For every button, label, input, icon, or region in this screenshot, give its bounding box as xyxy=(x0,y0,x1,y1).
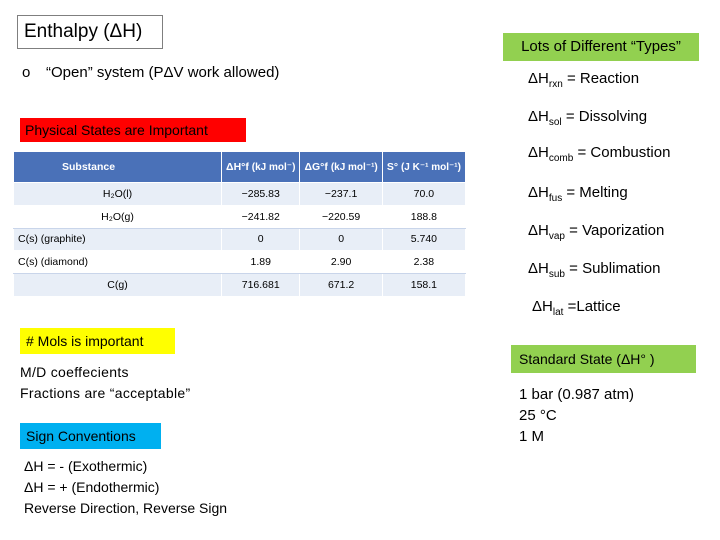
table-cell: C(s) (graphite) xyxy=(14,228,222,251)
table-row xyxy=(14,274,466,297)
sign-line: ΔH = + (Endothermic) xyxy=(24,479,160,495)
table-cell: −241.82 xyxy=(222,205,300,228)
bullet-text: “Open” system (PΔV work allowed) xyxy=(46,64,280,81)
bullet-marker: o xyxy=(22,64,31,81)
table-row xyxy=(14,205,466,228)
mols-notes xyxy=(20,362,190,404)
table-cell: 2.90 xyxy=(300,251,382,274)
table-cell: H₂O(g) xyxy=(14,205,222,228)
table-cell: 0 xyxy=(300,228,382,251)
table-cell: 0 xyxy=(222,228,300,251)
page-title: Enthalpy (ΔH) xyxy=(17,15,163,49)
table-cell: −237.1 xyxy=(300,183,382,206)
table-cell: −220.59 xyxy=(300,205,382,228)
thermo-table xyxy=(13,151,466,297)
physical-states-label: Physical States are Important xyxy=(20,118,246,142)
reaction-type-item: $\Delta H_{lat}$ =Lattice xyxy=(532,298,621,318)
standard-state-line: 1 M xyxy=(519,428,545,445)
sign-line: ΔH = - (Exothermic) xyxy=(24,458,148,474)
header-gibbs: ΔG°f (kJ mol⁻¹) xyxy=(300,152,382,183)
table-cell: 70.0 xyxy=(382,183,465,206)
table-header-row xyxy=(14,152,466,183)
standard-state-line: 25 °C xyxy=(519,407,557,424)
mols-line: Fractions are “acceptable” xyxy=(20,385,191,401)
header-substance: Substance xyxy=(14,152,222,183)
reaction-type-item: $\Delta H_{vap}$ = Vaporization xyxy=(528,222,665,242)
table-row xyxy=(14,228,466,251)
reaction-type-item: $\Delta H_{fus}$ = Melting xyxy=(528,184,628,204)
standard-state-notes xyxy=(519,384,634,447)
mols-line: M/D coeffecients xyxy=(20,364,129,380)
table-cell: 671.2 xyxy=(300,274,382,297)
table-row xyxy=(14,251,466,274)
table-cell: C(s) (diamond) xyxy=(14,251,222,274)
table-cell: H₂O(l) xyxy=(14,183,222,206)
sign-conventions-label: Sign Conventions xyxy=(20,423,161,449)
table-cell: 5.740 xyxy=(382,228,465,251)
header-entropy: S° (J K⁻¹ mol⁻¹) xyxy=(382,152,465,183)
open-system-bullet xyxy=(22,64,279,81)
types-header: Lots of Different “Types” xyxy=(503,33,699,61)
thermo-table-container xyxy=(13,151,466,297)
table-row xyxy=(14,183,466,206)
table-cell: 716.681 xyxy=(222,274,300,297)
table-cell: 158.1 xyxy=(382,274,465,297)
table-cell: −285.83 xyxy=(222,183,300,206)
table-cell: 188.8 xyxy=(382,205,465,228)
reaction-type-item: $\Delta H_{rxn}$ = Reaction xyxy=(528,70,640,90)
sign-notes xyxy=(24,456,227,519)
table-cell: C(g) xyxy=(14,274,222,297)
reaction-type-item: $\Delta H_{comb}$ = Combustion xyxy=(528,144,671,164)
standard-state-line: 1 bar (0.987 atm) xyxy=(519,386,635,403)
reaction-type-item: $\Delta H_{sub}$ = Sublimation xyxy=(528,260,661,280)
header-enthalpy: ΔH°f (kJ mol⁻) xyxy=(222,152,300,183)
standard-state-label: Standard State (ΔH° ) xyxy=(511,345,696,373)
table-cell: 1.89 xyxy=(222,251,300,274)
mols-label: # Mols is important xyxy=(20,328,175,354)
reaction-type-item: $\Delta H_{sol}$ = Dissolving xyxy=(528,108,648,128)
table-cell: 2.38 xyxy=(382,251,465,274)
sign-line: Reverse Direction, Reverse Sign xyxy=(24,500,228,516)
